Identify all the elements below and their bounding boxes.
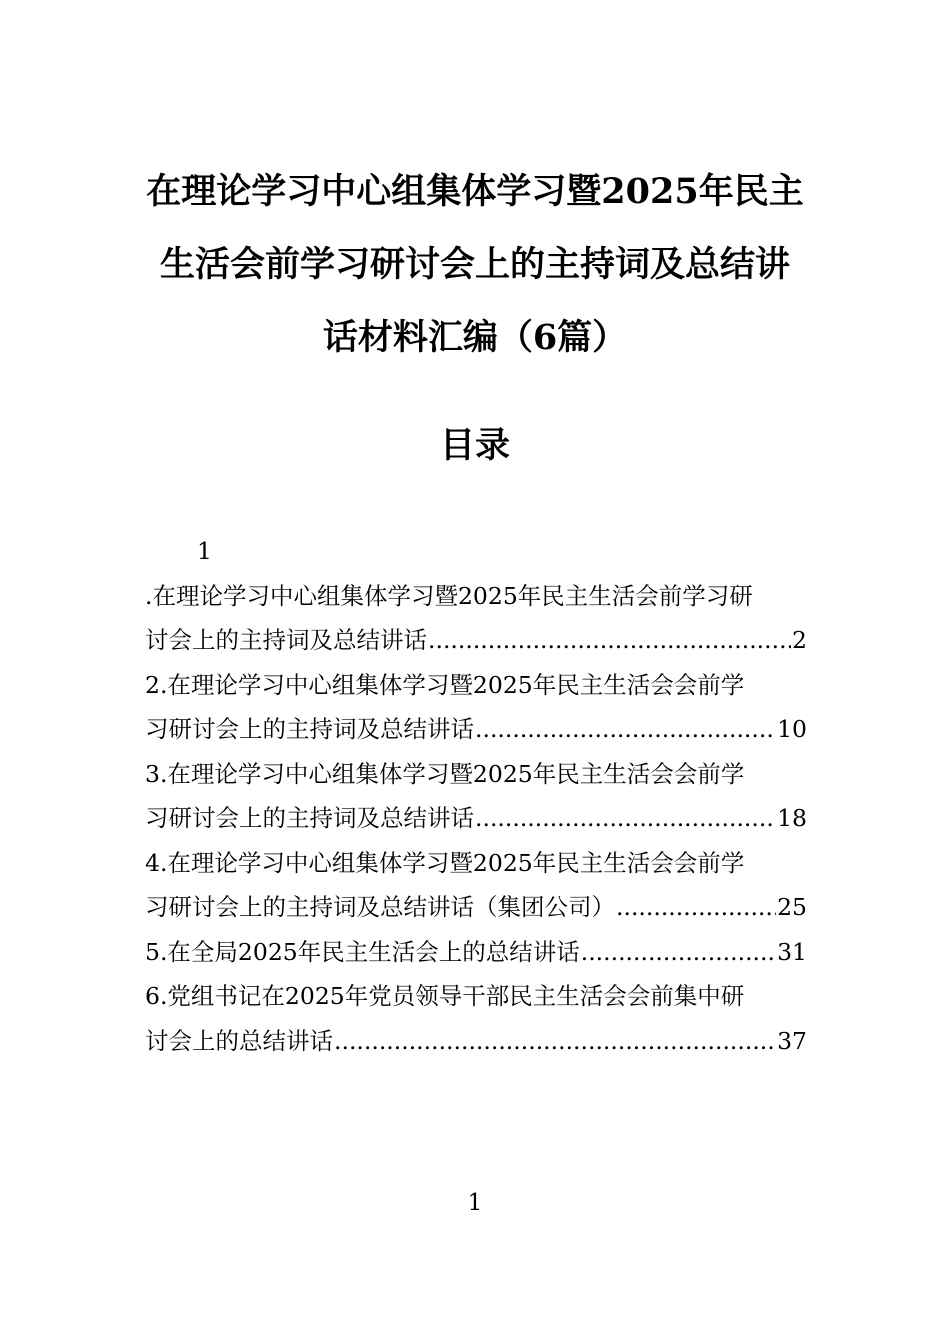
toc-entry-3-last-line[interactable] <box>145 796 807 841</box>
toc-entry-2-last-line[interactable] <box>145 707 807 752</box>
toc-heading: 目录 <box>439 425 510 466</box>
document-title <box>130 155 820 374</box>
toc-page-number: 31 <box>777 937 807 966</box>
toc-page-number: 25 <box>777 893 807 921</box>
dot-leader <box>475 707 776 752</box>
toc-page-number: 18 <box>777 804 807 832</box>
dot-leader <box>334 1019 776 1064</box>
toc-entry-text: 习研讨会上的主持词及总结讲话 <box>145 804 474 832</box>
toc-page-number: 10 <box>777 715 807 743</box>
toc-entry-text: 1 <box>197 537 212 565</box>
dot-leader <box>581 930 776 975</box>
toc-entry-1-last-line[interactable] <box>145 618 807 663</box>
toc-entry-text: 3.在理论学习中心组集体学习暨2025年民主生活会会前学 <box>145 759 745 788</box>
title-line: 话材料汇编（6篇） <box>322 317 628 358</box>
toc-entry-4-line[interactable] <box>145 841 807 886</box>
toc-entry-text: 讨会上的主持词及总结讲话 <box>145 626 427 654</box>
toc-entry-text: 讨会上的总结讲话 <box>145 1026 333 1055</box>
toc-entry-6-line[interactable] <box>145 974 807 1019</box>
toc-entry-text: .在理论学习中心组集体学习暨2025年民主生活会前学习研 <box>145 581 753 610</box>
toc-entry-3-line[interactable] <box>145 752 807 797</box>
toc-entry-6-last-line[interactable] <box>145 1019 807 1064</box>
dot-leader <box>428 618 791 663</box>
page-number: 1 <box>467 1190 483 1216</box>
toc-entry-text: 习研讨会上的主持词及总结讲话（集团公司） <box>145 893 615 921</box>
toc-entry-text: 4.在理论学习中心组集体学习暨2025年民主生活会会前学 <box>145 848 745 877</box>
toc-entry-2-line[interactable] <box>145 663 807 708</box>
toc-entry-text: 习研讨会上的主持词及总结讲话 <box>145 715 474 743</box>
toc-entry-text: 2.在理论学习中心组集体学习暨2025年民主生活会会前学 <box>145 670 745 699</box>
toc-entry-1-number[interactable] <box>145 529 807 574</box>
toc-page-number: 37 <box>777 1026 807 1055</box>
title-line: 在理论学习中心组集体学习暨2025年民主 <box>146 171 804 212</box>
dot-leader <box>616 885 776 930</box>
toc-entry-4-last-line[interactable] <box>145 885 807 930</box>
dot-leader <box>475 796 776 841</box>
toc-entry-text: 5.在全局2025年民主生活会上的总结讲话 <box>145 937 580 966</box>
toc-entry-text: 6.党组书记在2025年党员领导干部民主生活会会前集中研 <box>145 982 745 1010</box>
toc-page-number: 2 <box>792 626 807 654</box>
title-line: 生活会前学习研讨会上的主持词及总结讲 <box>159 244 790 285</box>
toc-entry-1-line[interactable] <box>145 574 807 619</box>
table-of-contents <box>145 529 807 1063</box>
toc-entry-5-line[interactable] <box>145 930 807 975</box>
